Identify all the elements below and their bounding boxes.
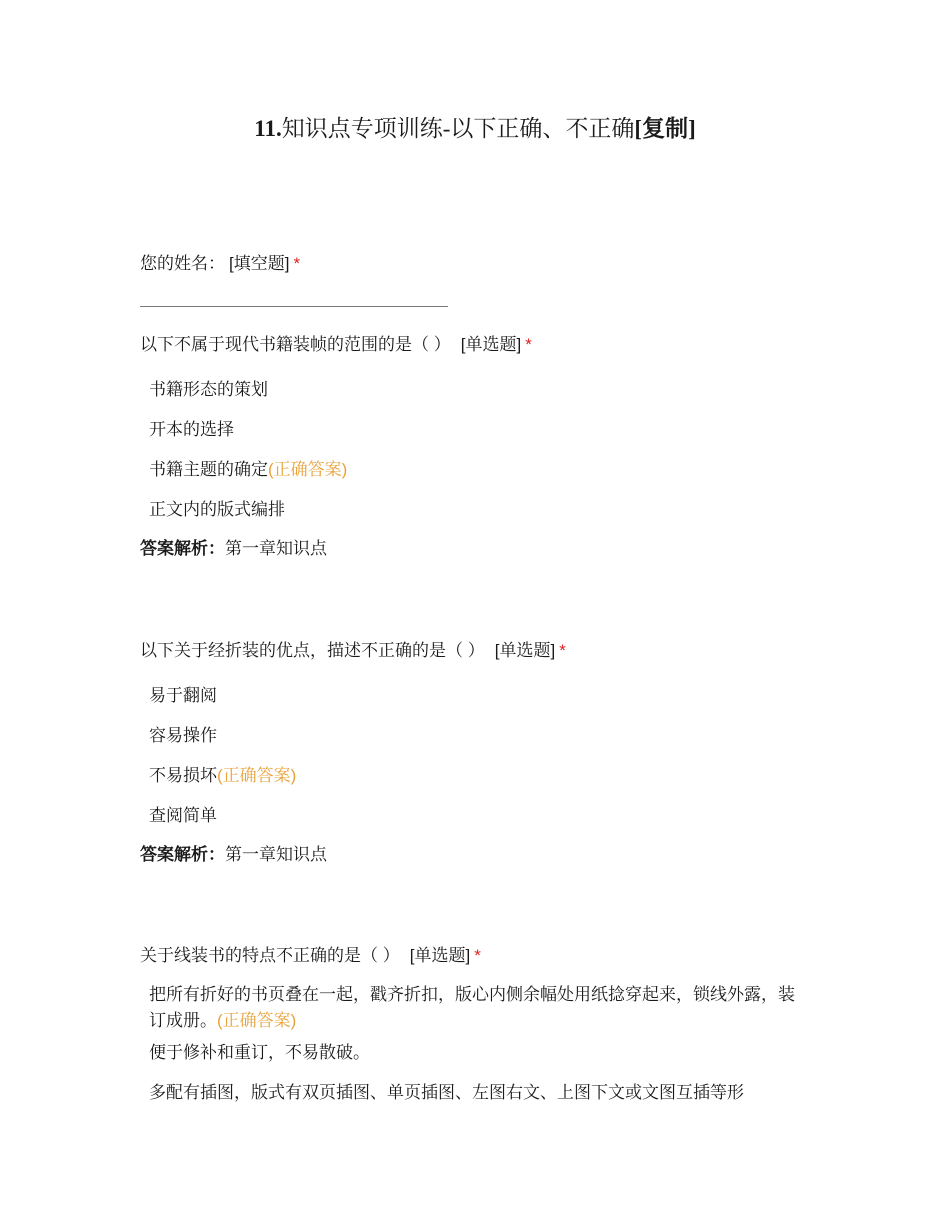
question-3 — [140, 944, 820, 968]
question-type: [单选题] — [494, 641, 556, 660]
option-text: 书籍形态的策划 — [149, 380, 268, 399]
title-number: 11. — [254, 116, 282, 141]
option-text: 把所有折好的书页叠在一起，戳齐折扣，版心内侧余幅处用纸捻穿起来，锁线外露，装订成册。 — [149, 985, 795, 1030]
question-type: [单选题] — [460, 335, 522, 354]
required-mark: * — [525, 335, 532, 354]
option-text: 正文内的版式编排 — [149, 500, 285, 519]
option-text: 书籍主题的确定 — [149, 460, 268, 479]
analysis-label: 答案解析： — [140, 845, 225, 864]
option[interactable] — [149, 1040, 809, 1066]
question-1 — [140, 333, 820, 357]
copy-tag[interactable]: [复制] — [634, 116, 696, 141]
page-title — [0, 110, 950, 143]
analysis-label: 答案解析： — [140, 539, 225, 558]
required-mark: * — [474, 946, 481, 965]
option[interactable] — [149, 803, 809, 829]
question-type: [填空题] — [229, 254, 290, 273]
question-type: [单选题] — [409, 946, 471, 965]
question-text: 以下关于经折装的优点，描述不正确的是（ ） — [140, 641, 485, 660]
option-text: 容易操作 — [149, 726, 217, 745]
option-text: 易于翻阅 — [149, 686, 217, 705]
name-question — [140, 252, 820, 276]
answer-analysis — [140, 843, 327, 867]
question-text: 您的姓名： — [140, 254, 225, 273]
required-mark: * — [293, 254, 301, 273]
question-text: 关于线装书的特点不正确的是（ ） — [140, 946, 400, 965]
option[interactable] — [149, 683, 809, 709]
option-text: 多配有插图，版式有双页插图、单页插图、左图右文、上图下文或文图互插等形 — [149, 1083, 744, 1102]
option-text: 不易损坏 — [149, 766, 217, 785]
name-input[interactable] — [140, 306, 448, 307]
correct-answer-label: (正确答案) — [268, 460, 348, 479]
option[interactable] — [149, 417, 809, 443]
analysis-text: 第一章知识点 — [225, 539, 327, 558]
title-text: 知识点专项训练-以下正确、不正确 — [281, 116, 635, 141]
option[interactable] — [149, 377, 809, 403]
analysis-text: 第一章知识点 — [225, 845, 327, 864]
question-text: 以下不属于现代书籍装帧的范围的是（ ） — [140, 335, 451, 354]
option-text: 开本的选择 — [149, 420, 234, 439]
correct-answer-label: (正确答案) — [217, 766, 297, 785]
correct-answer-label: (正确答案) — [217, 1011, 297, 1030]
answer-analysis — [140, 537, 327, 561]
option[interactable] — [149, 1080, 809, 1106]
option-text: 查阅简单 — [149, 806, 217, 825]
required-mark: * — [559, 641, 566, 660]
option[interactable] — [149, 723, 809, 749]
option-text: 便于修补和重订，不易散破。 — [149, 1043, 370, 1062]
option[interactable] — [149, 982, 809, 1034]
option[interactable] — [149, 497, 809, 523]
option[interactable] — [149, 763, 809, 789]
question-2 — [140, 639, 820, 663]
option[interactable] — [149, 457, 809, 483]
